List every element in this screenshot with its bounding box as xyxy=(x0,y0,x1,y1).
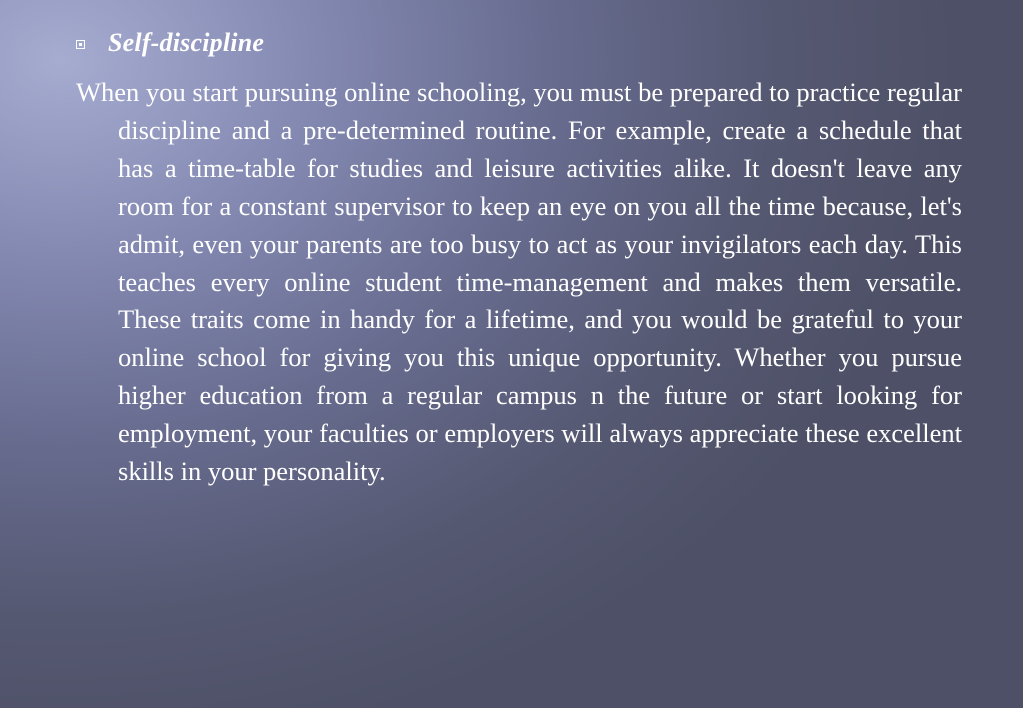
heading-row xyxy=(76,28,264,58)
square-bullet-icon xyxy=(76,40,85,49)
body-paragraph: When you start pursuing online schooling, you must be prepared to practice regular discipline and a pre-determined routine. For example, create a schedule that has a time-table for studies and leisure activities alike. It doesn't leave any room for a constant supervisor to keep an eye on you all the time because, let's admit, even your parents are too busy to act as your invigilators each day. This teaches every online student time-management and makes them versatile. These traits come in handy for a lifetime, and you would be grateful to your online school for giving you this unique opportunity. Whether you pursue higher education from a regular campus n the future or start looking for employment, your faculties or employers will always appreciate these excellent skills in your personality. xyxy=(76,77,962,487)
slide-heading: Self-discipline xyxy=(108,28,265,57)
